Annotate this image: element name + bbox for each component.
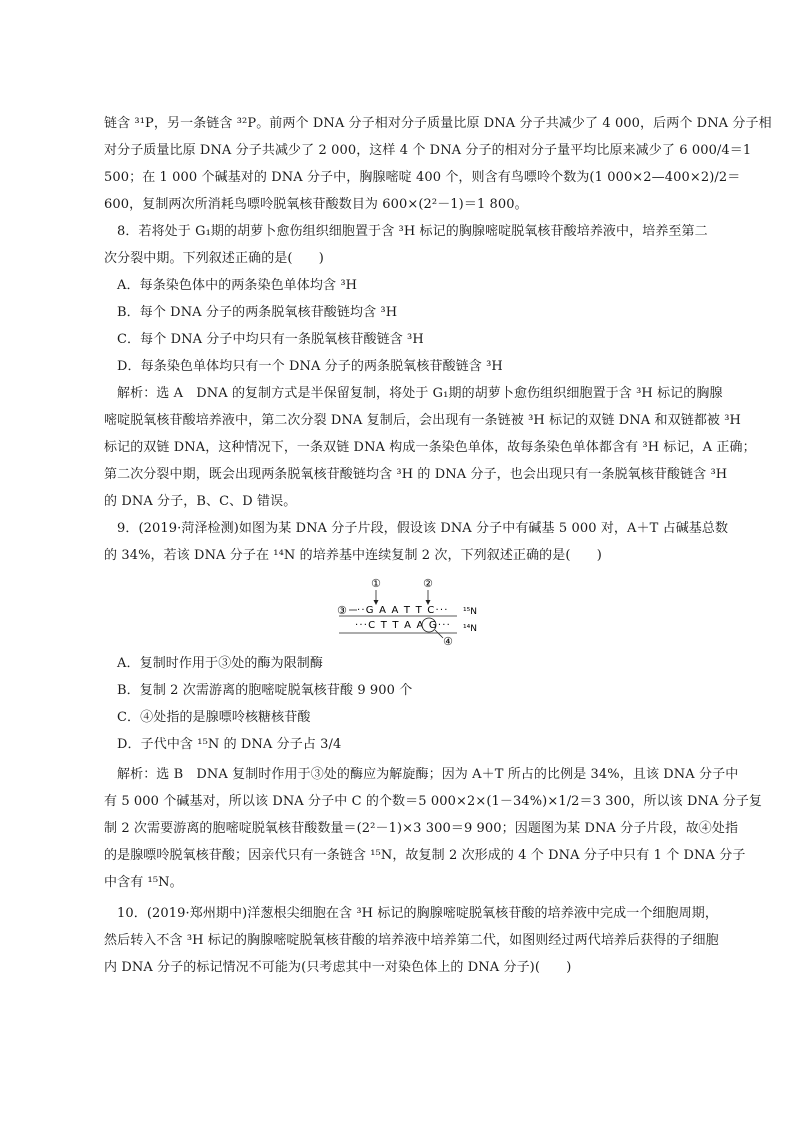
diagram-label-4: ④ [443, 635, 453, 646]
question-9-analysis: 制 2 次需要游离的胞嘧啶脱氧核苷酸数量＝(2²－1)×3 300＝9 900；因题图为某 DNA 分子片段，故④处指 [104, 821, 739, 836]
text-line: 600，复制两次所消耗鸟嘌呤脱氧核苷酸数目为 600×(2²－1)＝1 800。 [104, 197, 528, 212]
question-8-analysis: 嘧啶脱氧核苷酸培养液中，第二次分裂 DNA 复制后，会出现有一条链被 ³H 标记的双链 DNA 和双链都被 ³H [104, 413, 741, 428]
question-8-option-b: B．每个 DNA 分子的两条脱氧核苷酸链均含 ³H [117, 305, 398, 320]
question-9-analysis: 的是腺嘌呤脱氧核苷酸；因亲代只有一条链含 ¹⁵N，故复制 2 次形成的 4 个 DNA 分子中只有 1 个 DNA 分子 [104, 848, 746, 863]
question-9-option-b: B．复制 2 次需游离的胞嘧啶脱氧核苷酸 9 900 个 [117, 683, 413, 698]
question-8-stem: 8．若将处于 G₁期的胡萝卜愈伤组织细胞置于含 ³H 标记的胸腺嘧啶脱氧核苷酸培养液中，培养至第二 [117, 224, 708, 239]
bottom-strand-isotope: ¹⁴N [463, 624, 477, 634]
question-8-option-c: C．每个 DNA 分子中均只有一条脱氧核苷酸链含 ³H [117, 332, 424, 347]
question-9-analysis: 有 5 000 个碱基对，所以该 DNA 分子中 C 的个数＝5 000×2×(1－34%)×1/2＝3 300，所以该 DNA 分子复 [104, 794, 763, 809]
question-9-option-d: D．子代中含 ¹⁵N 的 DNA 分子占 3/4 [117, 737, 342, 752]
diagram-label-2: ② [423, 577, 433, 590]
text-line: 链含 ³¹P，另一条链含 ³²P。前两个 DNA 分子相对分子质量比原 DNA 分子共减少了 4 000，后两个 DNA 分子相 [104, 116, 772, 131]
question-8-option-d: D．每条染色单体均只有一个 DNA 分子的两条脱氧核苷酸链含 ³H [117, 359, 503, 374]
question-8-analysis: 标记的双链 DNA，这种情况下，一条双链 DNA 构成一条染色单体，故每条染色单体都含有 ³H 标记，A 正确； [104, 440, 756, 455]
question-10-stem: 10．(2019·郑州期中)洋葱根尖细胞在含 ³H 标记的胸腺嘧啶脱氧核苷酸的培养液中完成一个细胞周期， [117, 906, 718, 921]
question-8-analysis: 第二次分裂中期，既会出现两条脱氧核苷酸链均含 ³H 的 DNA 分子，也会出现只有一条脱氧核苷酸链含 ³H [104, 467, 728, 482]
question-10-stem: 然后转入不含 ³H 标记的胸腺嘧啶脱氧核苷酸的培养液中培养第二代，如图则经过两代培养后获得的子细胞 [104, 933, 719, 948]
arrow-4-icon [435, 630, 443, 638]
diagram-label-1: ① [371, 577, 381, 590]
question-10-stem: 内 DNA 分子的标记情况不可能为(只考虑其中一对染色体上的 DNA 分子)( ) [104, 960, 572, 975]
bottom-strand-bases: ···C T T A A G··· [355, 620, 451, 631]
question-9-stem: 的 34%，若该 DNA 分子在 ¹⁴N 的培养基中连续复制 2 次，下列叙述正确的是( ) [104, 548, 602, 563]
question-9-stem: 9．(2019·菏泽检测)如图为某 DNA 分子片段，假设该 DNA 分子中有碱基 5 000 对，A＋T 占碱基总数 [117, 521, 729, 536]
question-8-option-a: A．每条染色体中的两条染色单体均含 ³H [117, 278, 358, 293]
top-strand-bases: ··G A A T T C··· [357, 605, 449, 616]
dna-fragment-diagram [335, 576, 495, 646]
diagram-label-3: ③ [337, 604, 347, 617]
question-9-analysis: 解析：选 B DNA 复制时作用于③处的酶应为解旋酶；因为 A＋T 所占的比例是 34%，且该 DNA 分子中 [117, 767, 739, 782]
question-9-option-c: C．④处指的是腺嘌呤核糖核苷酸 [117, 710, 311, 725]
question-9-option-a: A．复制时作用于③处的酶为限制酶 [117, 656, 323, 671]
question-9-analysis: 中含有 ¹⁵N。 [104, 875, 183, 890]
top-strand-isotope: ¹⁵N [463, 607, 477, 617]
question-8-analysis: 解析：选 A DNA 的复制方式是半保留复制，将处于 G₁期的胡萝卜愈伤组织细胞置于含 ³H 标记的胸腺 [117, 386, 723, 401]
text-line: 500；在 1 000 个碱基对的 DNA 分子中，胸腺嘧啶 400 个，则含有鸟嘌呤个数为(1 000×2—400×2)/2＝ [104, 170, 741, 185]
question-8-stem: 次分裂中期。下列叙述正确的是( ) [104, 251, 324, 266]
question-8-analysis: 的 DNA 分子，B、C、D 错误。 [104, 494, 297, 509]
text-line: 对分子质量比原 DNA 分子共减少了 2 000，这样 4 个 DNA 分子的相对分子量平均比原来减少了 6 000/4＝1 [104, 143, 752, 158]
